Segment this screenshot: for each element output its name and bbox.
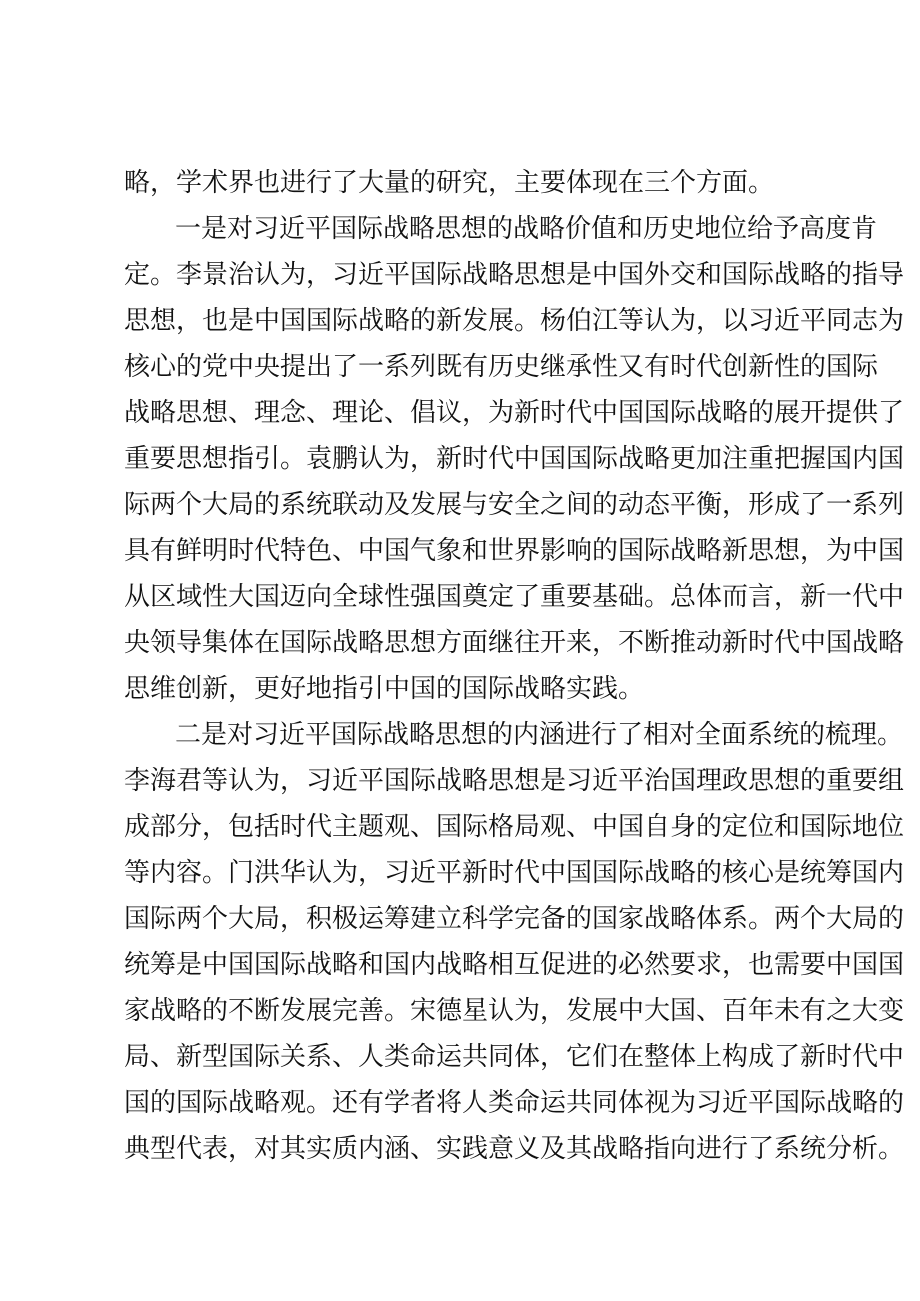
text-line: 李海君等认为，习近平国际战略思想是习近平治国理政思想的重要组 (124, 766, 905, 796)
text-line: 局、新型国际关系、人类命运共同体，它们在整体上构成了新时代中 (124, 1042, 905, 1072)
text-line: 国际两个大局，积极运筹建立科学完备的国家战略体系。两个大局的 (124, 904, 905, 934)
text-line: 重要思想指引。袁鹏认为，新时代中国国际战略更加注重把握国内国 (124, 444, 905, 474)
text-line: 统筹是中国国际战略和国内战略相互促进的必然要求，也需要中国国 (124, 950, 905, 980)
text-line: 一是对习近平国际战略思想的战略价值和历史地位给予高度肯 (175, 214, 878, 244)
text-line: 思想，也是中国国际战略的新发展。杨伯江等认为，以习近平同志为 (124, 306, 905, 336)
text-line: 典型代表，对其实质内涵、实践意义及其战略指向进行了系统分析。 (124, 1134, 905, 1164)
text-line: 从区域性大国迈向全球性强国奠定了重要基础。总体而言，新一代中 (124, 582, 905, 612)
text-line: 战略思想、理念、理论、倡议，为新时代中国国际战略的展开提供了 (124, 398, 905, 428)
text-line: 定。李景治认为，习近平国际战略思想是中国外交和国际战略的指导 (124, 260, 905, 290)
text-line: 际两个大局的系统联动及发展与安全之间的动态平衡，形成了一系列 (124, 490, 905, 520)
text-line: 家战略的不断发展完善。宋德星认为，发展中大国、百年未有之大变 (124, 996, 905, 1026)
text-line: 核心的党中央提出了一系列既有历史继承性又有时代创新性的国际 (124, 352, 879, 382)
text-line: 成部分，包括时代主题观、国际格局观、中国自身的定位和国际地位 (124, 812, 905, 842)
text-line: 等内容。门洪华认为，习近平新时代中国国际战略的核心是统筹国内 (124, 858, 905, 888)
text-line: 思维创新，更好地指引中国的国际战略实践。 (124, 674, 645, 704)
text-line: 略，学术界也进行了大量的研究，主要体现在三个方面。 (124, 168, 775, 198)
text-line: 央领导集体在国际战略思想方面继往开来，不断推动新时代中国战略 (124, 628, 905, 658)
text-line: 具有鲜明时代特色、中国气象和世界影响的国际战略新思想，为中国 (124, 536, 905, 566)
text-line: 国的国际战略观。还有学者将人类命运共同体视为习近平国际战略的 (124, 1088, 905, 1118)
text-line: 二是对习近平国际战略思想的内涵进行了相对全面系统的梳理。 (175, 720, 904, 750)
